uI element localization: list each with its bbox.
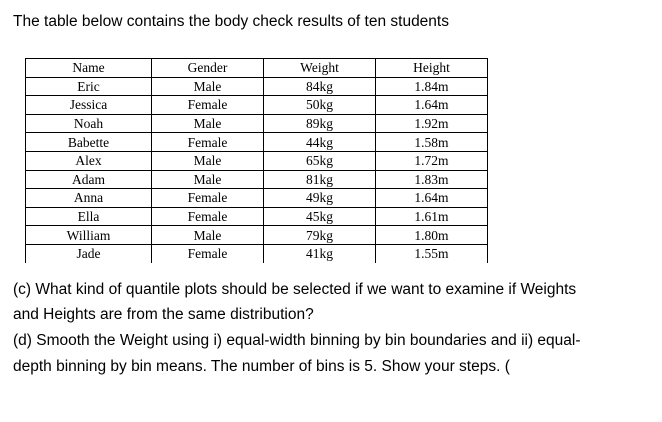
cell-name: Ella — [26, 207, 152, 226]
table-row — [26, 77, 488, 96]
cell-weight: 45kg — [264, 207, 376, 226]
cell-weight: 41kg — [264, 244, 376, 262]
table-row — [26, 133, 488, 152]
table-header-row — [26, 59, 488, 78]
cell-height: 1.64m — [376, 189, 488, 208]
cell-gender: Female — [152, 207, 264, 226]
cell-name: Anna — [26, 189, 152, 208]
cell-weight: 81kg — [264, 170, 376, 189]
cell-weight: 44kg — [264, 133, 376, 152]
question-c-line-1: (c) What kind of quantile plots should be selected if we want to examine if Weights — [13, 281, 577, 298]
table-row — [26, 207, 488, 226]
header-weight: Weight — [264, 59, 376, 78]
table-row — [26, 226, 488, 245]
table-row — [26, 151, 488, 170]
cell-height: 1.72m — [376, 151, 488, 170]
cell-gender: Male — [152, 114, 264, 133]
cell-name: Jessica — [26, 96, 152, 115]
cell-gender: Female — [152, 133, 264, 152]
header-name: Name — [26, 59, 152, 78]
cell-height: 1.64m — [376, 96, 488, 115]
table-row — [26, 114, 488, 133]
cell-gender: Male — [152, 151, 264, 170]
table-row — [26, 96, 488, 115]
cell-name: Jade — [26, 244, 152, 262]
cell-weight: 79kg — [264, 226, 376, 245]
cell-name: Alex — [26, 151, 152, 170]
cell-name: Noah — [26, 114, 152, 133]
cell-gender: Female — [152, 189, 264, 208]
cell-weight: 50kg — [264, 96, 376, 115]
table-row — [26, 170, 488, 189]
cell-height: 1.83m — [376, 170, 488, 189]
body-check-table — [25, 58, 488, 263]
cell-height: 1.58m — [376, 133, 488, 152]
cell-gender: Male — [152, 170, 264, 189]
cell-height: 1.84m — [376, 77, 488, 96]
cell-weight: 84kg — [264, 77, 376, 96]
cell-gender: Female — [152, 244, 264, 262]
cell-height: 1.80m — [376, 226, 488, 245]
cell-name: Adam — [26, 170, 152, 189]
question-d-line-1: (d) Smooth the Weight using i) equal-width binning by bin boundaries and ii) equal- — [13, 332, 581, 349]
intro-text: The table below contains the body check results of ten students — [13, 13, 449, 30]
cell-height: 1.92m — [376, 114, 488, 133]
cell-height: 1.61m — [376, 207, 488, 226]
table-row — [26, 244, 488, 262]
cell-weight: 89kg — [264, 114, 376, 133]
cell-name: William — [26, 226, 152, 245]
cell-height: 1.55m — [376, 244, 488, 262]
cell-name: Eric — [26, 77, 152, 96]
header-gender: Gender — [152, 59, 264, 78]
cell-name: Babette — [26, 133, 152, 152]
cell-gender: Male — [152, 226, 264, 245]
cell-gender: Female — [152, 96, 264, 115]
cell-gender: Male — [152, 77, 264, 96]
question-c-line-2: and Heights are from the same distribution? — [13, 306, 314, 323]
question-d-line-2: depth binning by bin means. The number of bins is 5. Show your steps. ( — [13, 358, 510, 375]
table-row — [26, 189, 488, 208]
cell-weight: 65kg — [264, 151, 376, 170]
cell-weight: 49kg — [264, 189, 376, 208]
header-height: Height — [376, 59, 488, 78]
